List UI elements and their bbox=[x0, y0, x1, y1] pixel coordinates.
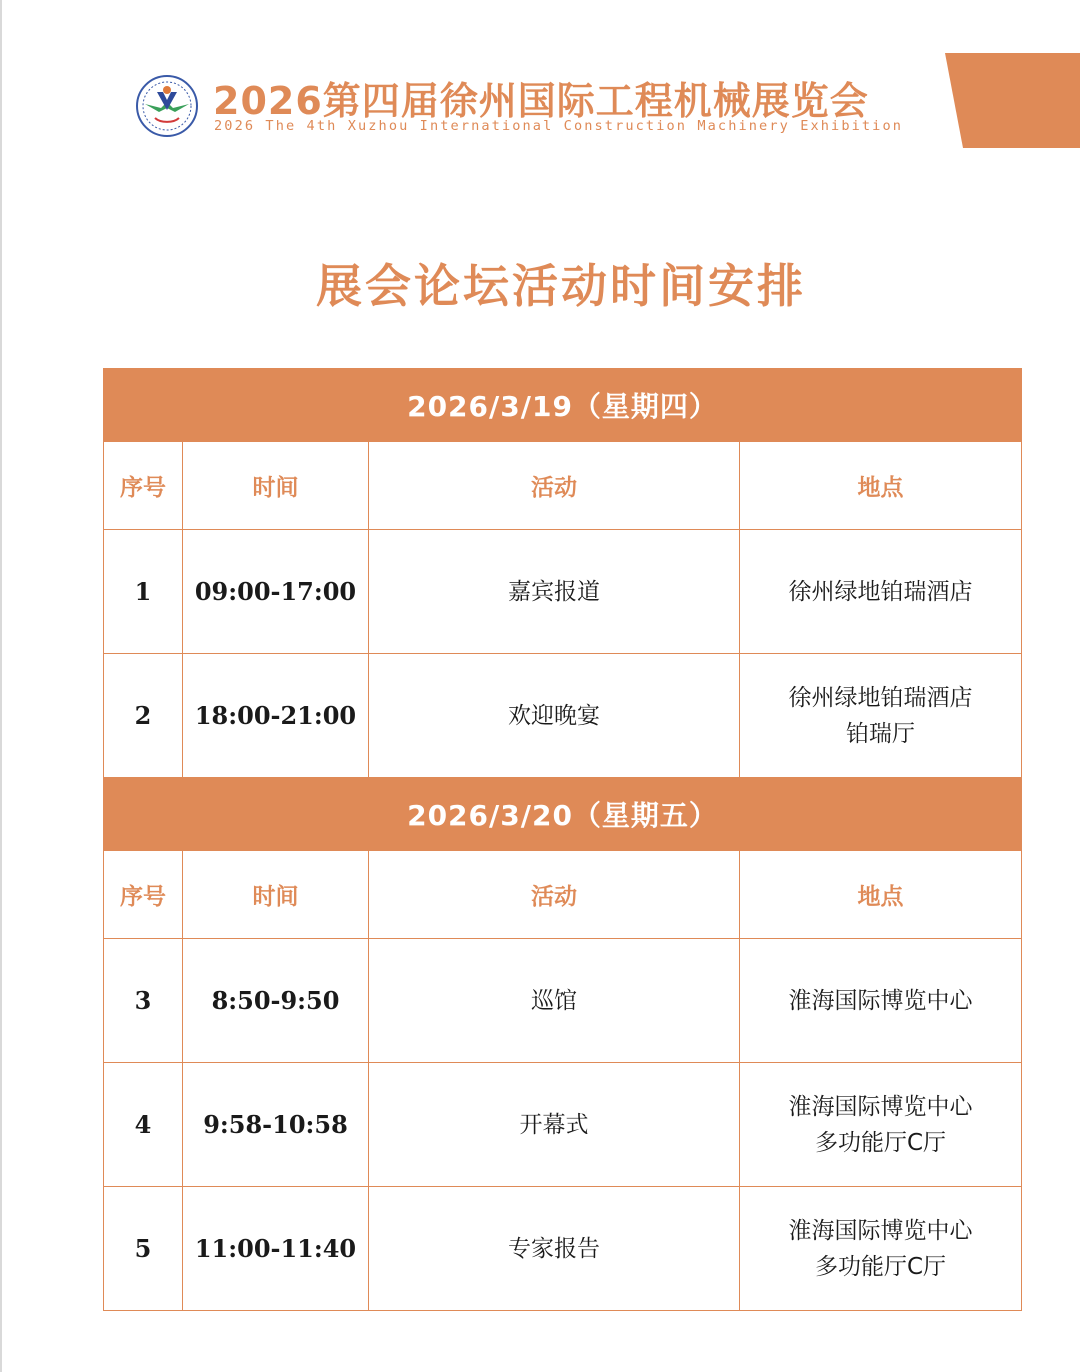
column-header-row bbox=[104, 851, 1022, 939]
column-header-location: 地点 bbox=[740, 851, 1022, 939]
location-line: 徐州绿地铂瑞酒店 bbox=[788, 578, 973, 605]
column-header-row bbox=[104, 442, 1022, 530]
column-header-time: 时间 bbox=[183, 851, 369, 939]
location-line: 铂瑞厅 bbox=[846, 720, 916, 747]
row-location bbox=[740, 654, 1022, 778]
row-location bbox=[740, 530, 1022, 654]
row-number: 2 bbox=[104, 654, 183, 778]
row-location bbox=[740, 1063, 1022, 1187]
corner-decoration bbox=[945, 53, 1080, 148]
row-location bbox=[740, 1187, 1022, 1311]
location-line: 淮海国际博览中心 bbox=[788, 987, 973, 1014]
column-header-location: 地点 bbox=[740, 442, 1022, 530]
row-location bbox=[740, 939, 1022, 1063]
exhibition-title-english: 2026 The 4th Xuzhou International Construction Machinery Exhibition bbox=[214, 118, 904, 134]
row-time: 09:00-17:00 bbox=[183, 530, 369, 654]
day-date: 2026/3/19（星期四） bbox=[104, 369, 1022, 442]
row-activity: 嘉宾报道 bbox=[369, 530, 740, 654]
row-activity: 欢迎晚宴 bbox=[369, 654, 740, 778]
day-date: 2026/3/20（星期五） bbox=[104, 778, 1022, 851]
row-time: 11:00-11:40 bbox=[183, 1187, 369, 1311]
exhibition-title: 2026第四届徐州国际工程机械展览会 bbox=[213, 79, 869, 123]
page-title: 展会论坛活动时间安排 bbox=[316, 259, 806, 313]
day-header-row bbox=[104, 369, 1022, 442]
page-header bbox=[135, 68, 935, 148]
row-number: 1 bbox=[104, 530, 183, 654]
column-header-number: 序号 bbox=[104, 442, 183, 530]
row-activity: 巡馆 bbox=[369, 939, 740, 1063]
row-time: 18:00-21:00 bbox=[183, 654, 369, 778]
row-activity: 开幕式 bbox=[369, 1063, 740, 1187]
day-header-row bbox=[104, 778, 1022, 851]
location-line: 徐州绿地铂瑞酒店 bbox=[788, 684, 973, 711]
column-header-activity: 活动 bbox=[369, 851, 740, 939]
exhibition-emblem-icon bbox=[135, 74, 199, 138]
row-number: 3 bbox=[104, 939, 183, 1063]
location-line: 淮海国际博览中心 bbox=[788, 1217, 973, 1244]
column-header-activity: 活动 bbox=[369, 442, 740, 530]
location-line: 淮海国际博览中心 bbox=[788, 1093, 973, 1120]
column-header-time: 时间 bbox=[183, 442, 369, 530]
page-edge-line bbox=[0, 0, 2, 1372]
schedule-table bbox=[103, 368, 1021, 1311]
table-row bbox=[104, 939, 1022, 1063]
row-number: 4 bbox=[104, 1063, 183, 1187]
table-row bbox=[104, 530, 1022, 654]
row-time: 9:58-10:58 bbox=[183, 1063, 369, 1187]
table-row bbox=[104, 1187, 1022, 1311]
location-line: 多功能厅C厅 bbox=[814, 1253, 947, 1280]
table-row bbox=[104, 654, 1022, 778]
column-header-number: 序号 bbox=[104, 851, 183, 939]
location-line: 多功能厅C厅 bbox=[814, 1129, 947, 1156]
row-activity: 专家报告 bbox=[369, 1187, 740, 1311]
table-row bbox=[104, 1063, 1022, 1187]
row-number: 5 bbox=[104, 1187, 183, 1311]
row-time: 8:50-9:50 bbox=[183, 939, 369, 1063]
